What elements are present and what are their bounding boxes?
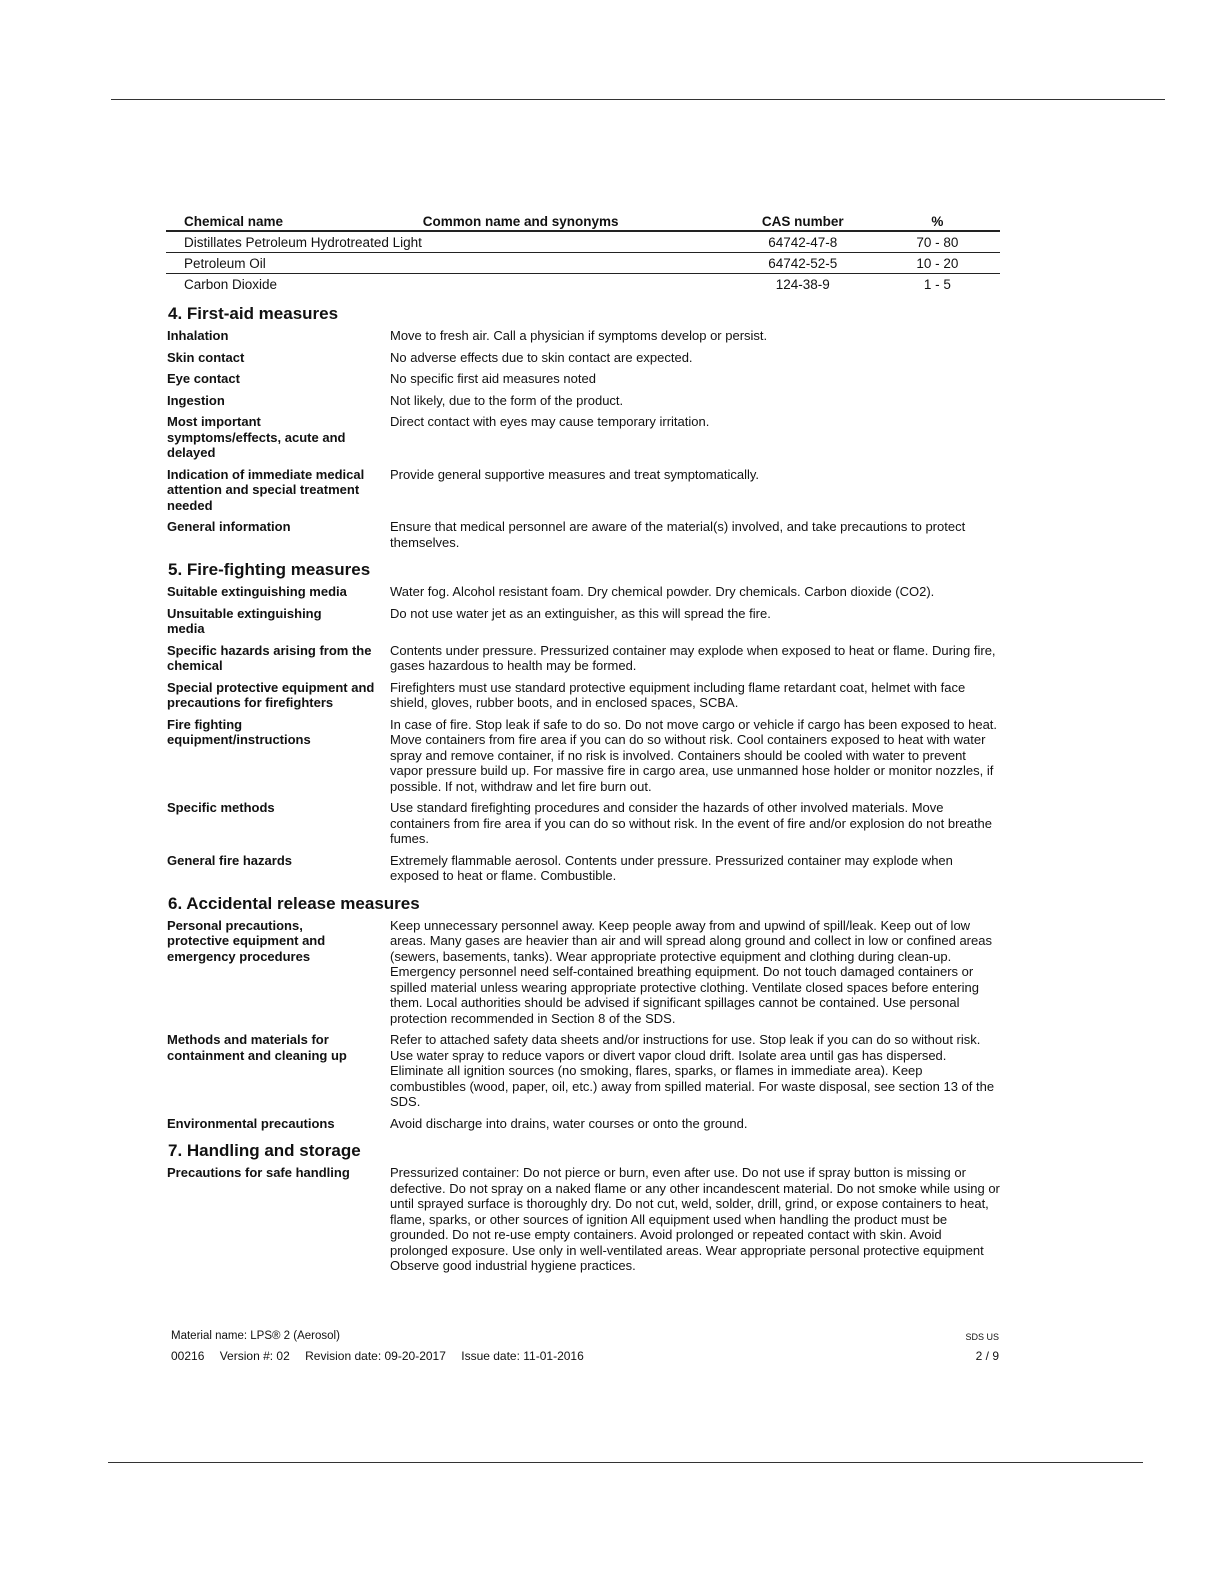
column-header-chemical-name: Chemical name — [166, 212, 423, 231]
percent: 1 - 5 — [923, 277, 951, 292]
field-value: Move to fresh air. Call a physician if symptoms develop or persist. — [390, 328, 768, 343]
synonyms — [423, 274, 731, 295]
field-row — [166, 800, 1002, 847]
field-value: Avoid discharge into drains, water courses or onto the ground. — [390, 1115, 748, 1131]
chemical-name: Distillates Petroleum Hydrotreated Light — [166, 231, 423, 253]
section-title-handling-storage: 7. Handling and storage — [168, 1141, 361, 1160]
sds-page-content — [166, 212, 1002, 1280]
field-row — [166, 350, 1002, 366]
field-value: No adverse effects due to skin contact are expected. — [390, 349, 693, 365]
field-value: Provide general supportive measures and treat symptomatically. — [390, 466, 759, 482]
sds-label: SDS US — [965, 1332, 999, 1342]
field-value: Refer to attached safety data sheets and/or instructions for use. Stop leak if you can do so without risk. Use water spray to reduce vapors or divert vapor cloud drift. Isolate area until gas has dispersed. Eliminate all ignition sources (no smoking, flares, sparks, or flames in immediate area). Keep combustibles (wood, paper, oil, etc.) away from spilled material. For waste disposal, see section 13 of the SDS. — [390, 1032, 995, 1109]
bottom-rule — [108, 1462, 1143, 1463]
field-label: Suitable extinguishing media — [167, 584, 347, 599]
cas-number: 64742-52-5 — [731, 253, 875, 274]
section-title-first-aid: 4. First-aid measures — [168, 304, 339, 323]
field-row — [166, 467, 1002, 514]
percent: 70 - 80 — [875, 231, 1000, 253]
field-label: Environmental precautions — [167, 1115, 335, 1131]
field-value: Direct contact with eyes may cause temporary irritation. — [390, 414, 710, 429]
field-value: Extremely flammable aerosol. Contents under pressure. Pressurized container may explode when exposed to heat or flame. Combustible. — [390, 852, 953, 883]
revision-date: Revision date: 09-20-2017 — [305, 1349, 446, 1363]
field-row — [166, 414, 1002, 461]
field-label: Skin contact — [167, 349, 245, 365]
chemical-name: Carbon Dioxide — [184, 277, 278, 292]
synonyms — [423, 231, 731, 253]
field-label: Specific methods — [167, 800, 275, 815]
column-header-synonyms: Common name and synonyms — [423, 212, 731, 231]
composition-table — [166, 212, 1000, 294]
field-label: Specific hazards arising from the chemical — [167, 642, 372, 673]
field-value: Not likely, due to the form of the product. — [390, 392, 624, 408]
field-row — [166, 643, 1002, 674]
field-value: No specific first aid measures noted — [390, 371, 596, 386]
synonyms — [423, 253, 731, 274]
field-value: Contents under pressure. Pressurized container may explode when exposed to heat or flame. During fire, gases hazardous to health may be formed. — [390, 642, 996, 673]
field-label: Fire fighting equipment/instructions — [167, 716, 311, 747]
product-code: 00216 — [171, 1349, 205, 1363]
field-label: Precautions for safe handling — [167, 1165, 350, 1180]
version-number: Version #: 02 — [219, 1349, 290, 1363]
field-label: Inhalation — [167, 328, 229, 343]
field-value: Use standard firefighting procedures and consider the hazards of other involved materials. Move containers from fire area if you can do so without risk. In the event of fire and/or explosion do not breathe fumes. — [390, 800, 992, 846]
section-title-fire-fighting: 5. Fire-fighting measures — [168, 560, 371, 579]
field-row — [166, 606, 1002, 637]
section-title-accidental-release: 6. Accidental release measures — [168, 893, 420, 913]
column-header-percent: % — [875, 212, 1000, 231]
field-label: Special protective equipment and precautions for firefighters — [167, 679, 375, 710]
field-label: Ingestion — [167, 392, 225, 408]
top-rule — [111, 99, 1165, 100]
field-value: Ensure that medical personnel are aware of the material(s) involved, and take precautions to protect themselves. — [390, 519, 966, 550]
field-row — [166, 371, 1002, 387]
field-row — [166, 584, 1002, 600]
field-value: Firefighters must use standard protective equipment including flame retardant coat, helmet with face shield, gloves, rubber boots, and in enclosed spaces, SCBA. — [390, 679, 966, 710]
field-row — [166, 1165, 1002, 1274]
table-row — [166, 231, 1000, 253]
table-row — [166, 253, 1000, 274]
field-value: Pressurized container: Do not pierce or burn, even after use. Do not use if spray button is missing or defective. Do not spray on a naked flame or any other incandescent material. Do not smoke while using or until sprayed surface is thoroughly dry. Do not cut, weld, solder, drill, grind, or expose containers to heat, flame, sparks, or other sources of ignition All equipment used when handling the product must be grounded. Do not re-use empty containers. Avoid prolonged or repeated contact with skin. Avoid prolonged exposure. Use only in well-ventilated areas. Wear appropriate personal protective equipment Observe good industrial hygiene practices. — [390, 1165, 1000, 1273]
field-label: Eye contact — [167, 371, 240, 386]
material-name: Material name: LPS® 2 (Aerosol) — [171, 1330, 340, 1342]
field-label: Indication of immediate medical attention and special treatment needed — [167, 466, 365, 513]
field-row — [166, 393, 1002, 409]
field-label: Personal precautions, protective equipment and emergency procedures — [167, 917, 326, 964]
field-label: General fire hazards — [167, 852, 292, 868]
field-label: General information — [167, 519, 291, 534]
field-row — [166, 680, 1002, 711]
field-label: Most important symptoms/effects, acute and delayed — [167, 414, 346, 460]
field-label: Methods and materials for containment and cleaning up — [167, 1032, 347, 1063]
field-value: In case of fire. Stop leak if safe to do so. Do not move cargo or vehicle if cargo has been exposed to heat. Move containers from fire area if you can do so without risk. Cool containers exposed to heat with water spray and remove container, if no risk is involved. Containers should be cooled with water to prevent vapor pressure build up. For massive fire in cargo area, use unmanned hose holder or monitor nozzles, if possible. If not, withdraw and let fire burn out. — [390, 716, 998, 794]
field-label: Unsuitable extinguishing media — [167, 605, 322, 636]
column-header-cas: CAS number — [731, 212, 875, 231]
composition-header-row — [166, 212, 1000, 231]
field-value: Do not use water jet as an extinguisher, as this will spread the fire. — [390, 605, 771, 621]
field-row — [166, 1116, 1002, 1132]
issue-date: Issue date: 11-01-2016 — [461, 1349, 584, 1363]
chemical-name: Petroleum Oil — [166, 253, 423, 274]
cas-number: 124-38-9 — [775, 277, 830, 292]
page-footer — [171, 1330, 999, 1363]
field-row — [166, 918, 1002, 1027]
field-value: Keep unnecessary personnel away. Keep people away from and upwind of spill/leak. Keep out of low areas. Many gases are heavier than air and will spread along ground and collect in low or confined areas (sewers, basements, tanks). Wear appropriate protective equipment and clothing during clean-up. Emergency personnel need self-contained breathing equipment. Do not touch damaged containers or spilled material unless wearing appropriate protective clothing. Ventilate closed spaces before entering them. Local authorities should be advised if significant spillages cannot be contained. Use personal protection recommended in Section 8 of the SDS. — [390, 917, 992, 1026]
table-row — [166, 274, 1000, 295]
percent: 10 - 20 — [875, 253, 1000, 274]
field-row — [166, 717, 1002, 795]
cas-number: 64742-47-8 — [731, 231, 875, 253]
page-number: 2 / 9 — [975, 1349, 999, 1363]
field-row — [166, 519, 1002, 550]
field-value: Water fog. Alcohol resistant foam. Dry chemical powder. Dry chemicals. Carbon dioxide (CO2). — [390, 584, 935, 599]
field-row — [166, 1032, 1002, 1110]
field-row — [166, 328, 1002, 344]
field-row — [166, 853, 1002, 884]
